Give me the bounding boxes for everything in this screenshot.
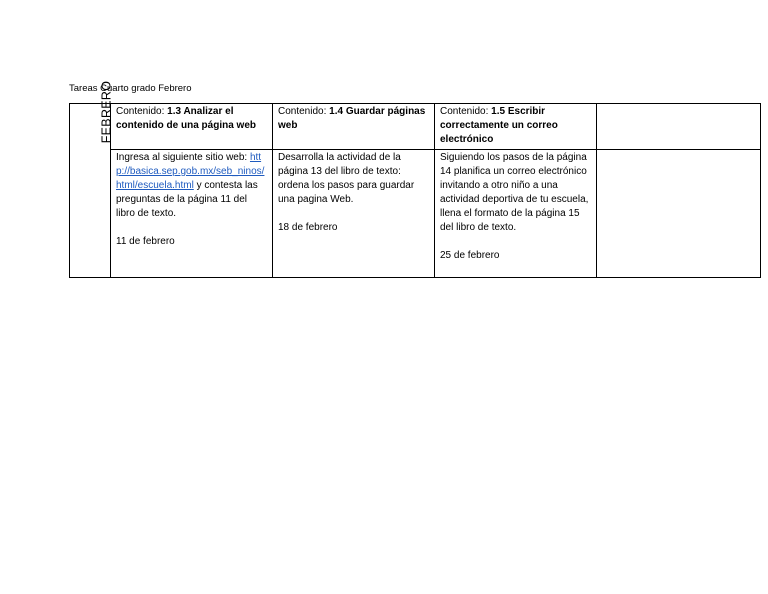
header-topic: 1.5 Escribir correctamente un correo electrónico xyxy=(440,106,558,145)
task-text: Siguiendo los pasos de la página 14 planifica un correo electrónico invitando a otro niño a una actividad deportiva de tu escuela, llena el formato de la página 15 del libro de texto. xyxy=(440,152,589,233)
task-cell-2 xyxy=(273,150,435,278)
header-cell-content-1-5 xyxy=(435,104,597,150)
task-date: 25 de febrero xyxy=(440,250,500,261)
document-title: Tareas Cuarto grado Febrero xyxy=(69,83,192,94)
header-topic: 1.4 Guardar páginas web xyxy=(278,106,426,131)
task-cell-empty xyxy=(597,150,761,278)
task-cell-1 xyxy=(111,150,273,278)
header-cell-content-1-4 xyxy=(273,104,435,150)
task-date: 11 de febrero xyxy=(116,236,175,247)
month-label: FEBRERO xyxy=(99,80,114,144)
header-prefix: Contenido: xyxy=(116,106,168,117)
escuela-link[interactable]: http://basica.sep.gob.mx/seb_ninos/html/escuela.html xyxy=(116,152,265,191)
header-cell-empty xyxy=(597,104,761,150)
header-prefix: Contenido: xyxy=(278,106,330,117)
task-text: Desarrolla la actividad de la página 13 del libro de texto: ordena los pasos para guardar una pagina Web. xyxy=(278,152,415,205)
header-prefix: Contenido: xyxy=(440,106,492,117)
table-task-row xyxy=(70,150,761,278)
task-date: 18 de febrero xyxy=(278,222,338,233)
task-cell-3 xyxy=(435,150,597,278)
table-header-row xyxy=(70,104,761,150)
header-topic: 1.3 Analizar el contenido de una página web xyxy=(116,106,257,131)
header-cell-content-1-3 xyxy=(111,104,273,150)
month-cell xyxy=(70,80,114,278)
task-text-before-link: Ingresa al siguiente sitio web: xyxy=(116,152,250,163)
task-text-after-link: y contesta las preguntas de la página 11 del libro de texto. xyxy=(116,180,258,219)
